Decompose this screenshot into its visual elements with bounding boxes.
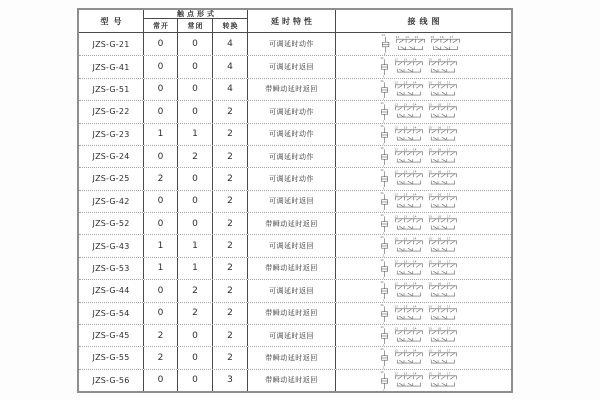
svg-text:16: 16 xyxy=(437,124,442,129)
svg-text:15: 15 xyxy=(428,214,433,219)
svg-text:1: 1 xyxy=(382,231,385,235)
header-changeover: 转换 xyxy=(213,18,248,32)
svg-text:13: 13 xyxy=(403,214,408,219)
svg-text:11: 11 xyxy=(380,56,384,61)
wiring-diagram-schematic xyxy=(336,146,511,167)
svg-text:15: 15 xyxy=(428,57,433,62)
svg-text:12: 12 xyxy=(394,371,398,376)
table-row xyxy=(79,279,511,301)
table-body xyxy=(79,33,511,391)
svg-text:15: 15 xyxy=(428,281,433,286)
wiring-diagram-schematic xyxy=(336,213,511,234)
normally-closed-count-cell: 0 xyxy=(178,347,213,368)
normally-closed-count-cell: 1 xyxy=(178,124,213,145)
svg-text:16: 16 xyxy=(437,169,442,174)
svg-text:1: 1 xyxy=(382,365,385,369)
svg-text:13: 13 xyxy=(403,80,408,85)
svg-text:14: 14 xyxy=(412,326,417,331)
normally-open-count-cell: 1 xyxy=(144,124,178,145)
svg-text:1: 1 xyxy=(382,164,385,168)
model-cell: JZS-G-21 xyxy=(79,33,144,55)
wiring-diagram-cell xyxy=(336,347,511,368)
normally-open-count-cell: 0 xyxy=(144,56,178,77)
normally-closed-count-cell: 2 xyxy=(178,280,213,301)
delay-characteristic-cell: 可调延时返回 xyxy=(248,56,336,77)
wiring-diagram-cell xyxy=(336,325,511,346)
svg-text:17: 17 xyxy=(446,124,451,129)
delay-characteristic-cell: 可调延时返回 xyxy=(248,191,336,212)
changeover-count-cell: 2 xyxy=(213,303,248,324)
svg-text:15: 15 xyxy=(428,147,433,152)
wiring-diagram-cell xyxy=(336,101,511,122)
svg-text:13: 13 xyxy=(403,371,408,376)
table-row xyxy=(79,145,511,167)
model-cell: JZS-G-44 xyxy=(79,280,144,301)
table-row xyxy=(79,302,511,324)
svg-text:13: 13 xyxy=(403,348,408,353)
svg-text:17: 17 xyxy=(446,236,451,241)
svg-text:12: 12 xyxy=(394,236,398,241)
svg-text:15: 15 xyxy=(428,192,433,197)
svg-text:17: 17 xyxy=(446,371,451,376)
normally-open-count-cell: 1 xyxy=(144,235,178,256)
svg-text:14: 14 xyxy=(412,80,417,85)
normally-open-count-cell: 0 xyxy=(144,213,178,234)
model-cell: JZS-G-23 xyxy=(79,124,144,145)
wiring-diagram-schematic xyxy=(336,280,511,301)
normally-closed-count-cell: 0 xyxy=(178,168,213,189)
spec-table xyxy=(77,8,513,393)
svg-text:14: 14 xyxy=(412,102,417,107)
model-cell: JZS-G-24 xyxy=(79,146,144,167)
svg-text:1: 1 xyxy=(382,388,385,391)
table-row xyxy=(79,167,511,189)
svg-text:16: 16 xyxy=(437,281,442,286)
delay-characteristic-cell: 可调延时返回 xyxy=(248,325,336,346)
delay-characteristic-cell: 可调延时动作 xyxy=(248,124,336,145)
svg-text:12: 12 xyxy=(394,214,398,219)
normally-open-count-cell: 0 xyxy=(144,146,178,167)
changeover-count-cell: 2 xyxy=(213,146,248,167)
wiring-diagram-cell xyxy=(336,370,511,391)
svg-text:11: 11 xyxy=(380,257,384,262)
model-cell: JZS-G-25 xyxy=(79,168,144,189)
svg-text:14: 14 xyxy=(412,169,417,174)
svg-text:12: 12 xyxy=(394,259,398,264)
svg-text:1: 1 xyxy=(382,97,385,101)
svg-text:13: 13 xyxy=(403,303,408,308)
svg-text:16: 16 xyxy=(437,192,442,197)
wiring-diagram-cell xyxy=(336,146,511,167)
svg-text:14: 14 xyxy=(412,214,417,219)
svg-text:17: 17 xyxy=(449,34,454,39)
model-cell: JZS-G-53 xyxy=(79,258,144,279)
normally-closed-count-cell: 0 xyxy=(178,33,213,55)
changeover-count-cell: 2 xyxy=(213,235,248,256)
svg-text:11: 11 xyxy=(380,235,384,240)
header-delay-characteristic: 延时特性 xyxy=(248,10,336,32)
svg-text:16: 16 xyxy=(437,259,442,264)
model-cell: JZS-G-52 xyxy=(79,213,144,234)
svg-text:11: 11 xyxy=(380,101,384,106)
svg-text:12: 12 xyxy=(394,281,398,286)
model-cell: JZS-G-51 xyxy=(79,79,144,100)
svg-text:15: 15 xyxy=(428,236,433,241)
table-row xyxy=(79,346,511,368)
normally-open-count-cell: 2 xyxy=(144,168,178,189)
svg-text:17: 17 xyxy=(446,303,451,308)
wiring-diagram-schematic xyxy=(336,347,511,368)
svg-text:1: 1 xyxy=(382,253,385,257)
svg-text:12: 12 xyxy=(394,102,398,107)
header-normally-closed: 常闭 xyxy=(178,18,213,32)
wiring-diagram-schematic xyxy=(336,56,511,77)
svg-text:17: 17 xyxy=(446,326,451,331)
svg-text:11: 11 xyxy=(380,168,384,173)
svg-text:14: 14 xyxy=(412,303,417,308)
changeover-count-cell: 4 xyxy=(213,33,248,55)
model-cell: JZS-G-45 xyxy=(79,325,144,346)
wiring-diagram-cell xyxy=(336,235,511,256)
table-row xyxy=(79,234,511,256)
svg-text:1: 1 xyxy=(382,141,385,145)
svg-text:1: 1 xyxy=(382,74,385,78)
normally-open-count-cell: 0 xyxy=(144,79,178,100)
normally-closed-count-cell: 2 xyxy=(178,146,213,167)
normally-open-count-cell: 2 xyxy=(144,347,178,368)
svg-text:11: 11 xyxy=(380,145,384,150)
delay-characteristic-cell: 带瞬动延时返回 xyxy=(248,258,336,279)
normally-open-count-cell: 0 xyxy=(144,33,178,55)
svg-text:11: 11 xyxy=(380,280,384,285)
delay-characteristic-cell: 可调延时动作 xyxy=(248,168,336,189)
svg-text:12: 12 xyxy=(394,192,398,197)
wiring-diagram-cell xyxy=(336,124,511,145)
svg-text:16: 16 xyxy=(437,236,442,241)
svg-text:11: 11 xyxy=(380,347,384,352)
svg-text:13: 13 xyxy=(403,102,408,107)
svg-text:13: 13 xyxy=(403,259,408,264)
model-cell: JZS-G-22 xyxy=(79,101,144,122)
header-normally-open: 常开 xyxy=(144,18,178,32)
table-row xyxy=(79,33,511,55)
delay-characteristic-cell: 可调延时返回 xyxy=(248,235,336,256)
svg-text:15: 15 xyxy=(428,169,433,174)
svg-text:14: 14 xyxy=(412,124,417,129)
svg-text:16: 16 xyxy=(437,57,442,62)
wiring-diagram-cell xyxy=(336,56,511,77)
svg-text:14: 14 xyxy=(412,281,417,286)
header-model: 型号 xyxy=(79,10,144,32)
svg-text:14: 14 xyxy=(412,259,417,264)
svg-text:15: 15 xyxy=(428,124,433,129)
normally-closed-count-cell: 0 xyxy=(178,101,213,122)
svg-text:15: 15 xyxy=(428,371,433,376)
changeover-count-cell: 2 xyxy=(213,124,248,145)
normally-open-count-cell: 0 xyxy=(144,303,178,324)
svg-text:14: 14 xyxy=(414,34,419,39)
svg-text:12: 12 xyxy=(394,303,398,308)
model-cell: JZS-G-54 xyxy=(79,303,144,324)
svg-text:12: 12 xyxy=(394,80,398,85)
wiring-diagram-schematic xyxy=(336,235,511,256)
svg-text:16: 16 xyxy=(437,80,442,85)
wiring-diagram-schematic xyxy=(336,258,511,279)
wiring-diagram-cell xyxy=(336,280,511,301)
svg-text:13: 13 xyxy=(403,169,408,174)
wiring-diagram-schematic xyxy=(336,191,511,212)
svg-text:14: 14 xyxy=(412,192,417,197)
svg-text:17: 17 xyxy=(446,214,451,219)
svg-text:14: 14 xyxy=(412,348,417,353)
normally-closed-count-cell: 0 xyxy=(178,191,213,212)
svg-text:12: 12 xyxy=(394,124,398,129)
svg-text:16: 16 xyxy=(437,102,442,107)
delay-characteristic-cell: 带瞬动延时返回 xyxy=(248,79,336,100)
changeover-count-cell: 4 xyxy=(213,56,248,77)
normally-open-count-cell: 2 xyxy=(144,325,178,346)
changeover-count-cell: 2 xyxy=(213,101,248,122)
svg-text:13: 13 xyxy=(403,147,408,152)
delay-characteristic-cell: 可调延时返回 xyxy=(248,280,336,301)
svg-text:17: 17 xyxy=(446,102,451,107)
svg-text:1: 1 xyxy=(383,52,386,56)
svg-text:15: 15 xyxy=(428,80,433,85)
svg-text:17: 17 xyxy=(446,259,451,264)
wiring-diagram-schematic xyxy=(336,101,511,122)
table-row xyxy=(79,212,511,234)
svg-text:12: 12 xyxy=(394,169,398,174)
table-row xyxy=(79,369,511,391)
wiring-diagram-cell xyxy=(336,258,511,279)
svg-text:12: 12 xyxy=(394,326,398,331)
svg-text:15: 15 xyxy=(428,102,433,107)
wiring-diagram-schematic xyxy=(336,79,511,100)
delay-characteristic-cell: 带瞬动延时返回 xyxy=(248,213,336,234)
changeover-count-cell: 3 xyxy=(213,370,248,391)
wiring-diagram-schematic xyxy=(336,325,511,346)
delay-characteristic-cell: 可调延时动作 xyxy=(248,101,336,122)
svg-text:15: 15 xyxy=(428,326,433,331)
svg-text:11: 11 xyxy=(380,324,384,329)
normally-closed-count-cell: 1 xyxy=(178,258,213,279)
svg-text:11: 11 xyxy=(380,302,384,307)
delay-characteristic-cell: 可调延时动作 xyxy=(248,33,336,55)
svg-text:1: 1 xyxy=(382,186,385,190)
table-header xyxy=(79,10,511,33)
table-row xyxy=(79,190,511,212)
svg-text:16: 16 xyxy=(437,303,442,308)
svg-text:1: 1 xyxy=(382,343,385,347)
svg-text:11: 11 xyxy=(380,369,384,374)
svg-text:17: 17 xyxy=(446,281,451,286)
svg-text:11: 11 xyxy=(380,213,384,217)
wiring-diagram-schematic xyxy=(336,124,511,145)
table-row xyxy=(79,78,511,100)
svg-text:17: 17 xyxy=(446,169,451,174)
svg-text:1: 1 xyxy=(382,119,385,123)
svg-text:16: 16 xyxy=(437,371,442,376)
svg-text:17: 17 xyxy=(446,192,451,197)
changeover-count-cell: 2 xyxy=(213,325,248,346)
normally-closed-count-cell: 2 xyxy=(178,303,213,324)
normally-open-count-cell: 0 xyxy=(144,191,178,212)
changeover-count-cell: 2 xyxy=(213,213,248,234)
normally-closed-count-cell: 0 xyxy=(178,79,213,100)
svg-text:14: 14 xyxy=(412,236,417,241)
table-row xyxy=(79,100,511,122)
svg-text:16: 16 xyxy=(437,348,442,353)
svg-text:13: 13 xyxy=(405,34,409,39)
svg-text:16: 16 xyxy=(437,326,442,331)
table-row xyxy=(79,257,511,279)
delay-characteristic-cell: 带瞬动延时返回 xyxy=(248,303,336,324)
svg-text:11: 11 xyxy=(381,33,386,38)
svg-text:14: 14 xyxy=(412,57,417,62)
svg-text:15: 15 xyxy=(428,348,433,353)
svg-text:11: 11 xyxy=(380,190,384,195)
normally-closed-count-cell: 0 xyxy=(178,325,213,346)
svg-text:13: 13 xyxy=(403,124,408,129)
wiring-diagram-schematic xyxy=(336,33,511,55)
wiring-diagram-cell xyxy=(336,168,511,189)
wiring-diagram-cell xyxy=(336,79,511,100)
svg-text:13: 13 xyxy=(403,236,408,241)
changeover-count-cell: 2 xyxy=(213,168,248,189)
normally-closed-count-cell: 1 xyxy=(178,235,213,256)
wiring-diagram-cell xyxy=(336,191,511,212)
svg-text:1: 1 xyxy=(382,276,385,280)
svg-text:12: 12 xyxy=(394,57,398,62)
wiring-diagram-cell xyxy=(336,33,511,55)
svg-text:1: 1 xyxy=(382,320,385,324)
normally-closed-count-cell: 0 xyxy=(178,213,213,234)
normally-closed-count-cell: 0 xyxy=(178,56,213,77)
model-cell: JZS-G-55 xyxy=(79,347,144,368)
model-cell: JZS-G-43 xyxy=(79,235,144,256)
delay-characteristic-cell: 带瞬动延时返回 xyxy=(248,347,336,368)
normally-open-count-cell: 1 xyxy=(144,258,178,279)
normally-open-count-cell: 0 xyxy=(144,370,178,391)
model-cell: JZS-G-41 xyxy=(79,56,144,77)
svg-text:15: 15 xyxy=(428,303,433,308)
model-cell: JZS-G-56 xyxy=(79,370,144,391)
svg-text:1: 1 xyxy=(382,298,385,302)
delay-characteristic-cell: 带瞬动延时返回 xyxy=(248,370,336,391)
changeover-count-cell: 2 xyxy=(213,280,248,301)
svg-text:17: 17 xyxy=(446,80,451,85)
svg-text:12: 12 xyxy=(394,147,398,152)
wiring-diagram-cell xyxy=(336,303,511,324)
svg-text:14: 14 xyxy=(412,371,417,376)
svg-text:16: 16 xyxy=(437,214,442,219)
changeover-count-cell: 2 xyxy=(213,347,248,368)
changeover-count-cell: 4 xyxy=(213,79,248,100)
table-row xyxy=(79,55,511,77)
svg-text:16: 16 xyxy=(439,34,444,39)
svg-text:16: 16 xyxy=(437,147,442,152)
svg-text:17: 17 xyxy=(446,57,451,62)
normally-open-count-cell: 0 xyxy=(144,101,178,122)
svg-text:14: 14 xyxy=(412,147,417,152)
model-cell: JZS-G-42 xyxy=(79,191,144,212)
svg-text:11: 11 xyxy=(380,78,384,83)
svg-text:13: 13 xyxy=(403,192,408,197)
svg-text:15: 15 xyxy=(430,34,435,39)
table-row xyxy=(79,324,511,346)
wiring-diagram-cell xyxy=(336,213,511,234)
svg-text:17: 17 xyxy=(446,348,451,353)
wiring-diagram-schematic xyxy=(336,168,511,189)
svg-text:13: 13 xyxy=(403,326,408,331)
svg-text:17: 17 xyxy=(446,147,451,152)
header-wiring-diagram: 接线图 xyxy=(407,16,444,26)
svg-text:15: 15 xyxy=(428,259,433,264)
changeover-count-cell: 2 xyxy=(213,191,248,212)
svg-text:13: 13 xyxy=(403,281,408,286)
svg-text:12: 12 xyxy=(395,34,400,39)
delay-characteristic-cell: 可调延时动作 xyxy=(248,146,336,167)
wiring-diagram-schematic xyxy=(336,303,511,324)
svg-text:13: 13 xyxy=(403,57,408,62)
changeover-count-cell: 2 xyxy=(213,258,248,279)
svg-text:12: 12 xyxy=(394,348,398,353)
normally-open-count-cell: 0 xyxy=(144,280,178,301)
header-contact-form: 触点形式 xyxy=(144,10,248,18)
wiring-diagram-schematic xyxy=(336,370,511,391)
table-row xyxy=(79,123,511,145)
svg-text:11: 11 xyxy=(380,123,384,128)
svg-text:1: 1 xyxy=(382,209,385,212)
normally-closed-count-cell: 0 xyxy=(178,370,213,391)
